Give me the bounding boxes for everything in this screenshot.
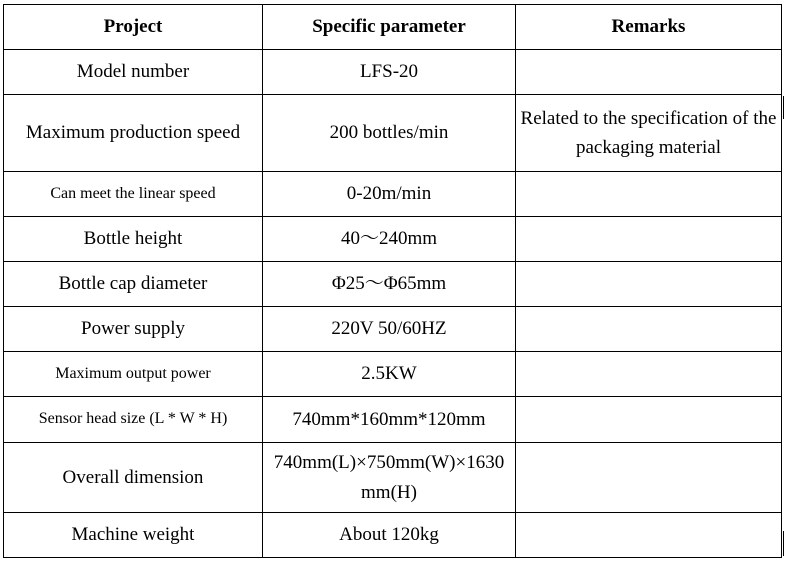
- row-remarks: [516, 352, 782, 397]
- header-parameter: Specific parameter: [263, 5, 516, 50]
- row-value: 0-20m/min: [263, 172, 516, 217]
- table-row: [4, 262, 782, 307]
- table-row: [4, 397, 782, 443]
- row-value: 2.5KW: [263, 352, 516, 397]
- row-remarks: [516, 50, 782, 95]
- row-label: Sensor head size (L * W * H): [4, 397, 263, 443]
- row-label: Machine weight: [4, 513, 263, 558]
- table-row: [4, 307, 782, 352]
- row-value: 40～240mm: [263, 217, 516, 262]
- row-value: About 120kg: [263, 513, 516, 558]
- row-value: LFS-20: [263, 50, 516, 95]
- edge-mark: [783, 531, 784, 556]
- edge-mark: [783, 96, 784, 119]
- row-remarks: [516, 262, 782, 307]
- header-project: Project: [4, 5, 263, 50]
- row-label: Bottle height: [4, 217, 263, 262]
- table-header-row: [4, 5, 782, 50]
- row-value: Φ25～Φ65mm: [263, 262, 516, 307]
- row-remarks: [516, 443, 782, 513]
- row-value: 220V 50/60HZ: [263, 307, 516, 352]
- table-row: [4, 172, 782, 217]
- row-label: Can meet the linear speed: [4, 172, 263, 217]
- row-label: Maximum production speed: [4, 95, 263, 172]
- table-row: [4, 513, 782, 558]
- row-value: 200 bottles/min: [263, 95, 516, 172]
- row-label: Maximum output power: [4, 352, 263, 397]
- row-remarks: [516, 307, 782, 352]
- row-remarks: [516, 513, 782, 558]
- row-remarks: [516, 217, 782, 262]
- table-row: [4, 352, 782, 397]
- row-label: Bottle cap diameter: [4, 262, 263, 307]
- table-row: [4, 443, 782, 513]
- row-remarks: [516, 397, 782, 443]
- table-row: [4, 217, 782, 262]
- row-remarks: Related to the specification of the packaging material: [516, 95, 782, 172]
- row-label: Model number: [4, 50, 263, 95]
- row-value: 740mm*160mm*120mm: [263, 397, 516, 443]
- row-remarks: [516, 172, 782, 217]
- table-row: [4, 95, 782, 172]
- spec-table: [3, 4, 782, 558]
- row-label: Overall dimension: [4, 443, 263, 513]
- row-value: 740mm(L)×750mm(W)×1630mm(H): [263, 443, 516, 513]
- table-row: [4, 50, 782, 95]
- header-remarks: Remarks: [516, 5, 782, 50]
- row-label: Power supply: [4, 307, 263, 352]
